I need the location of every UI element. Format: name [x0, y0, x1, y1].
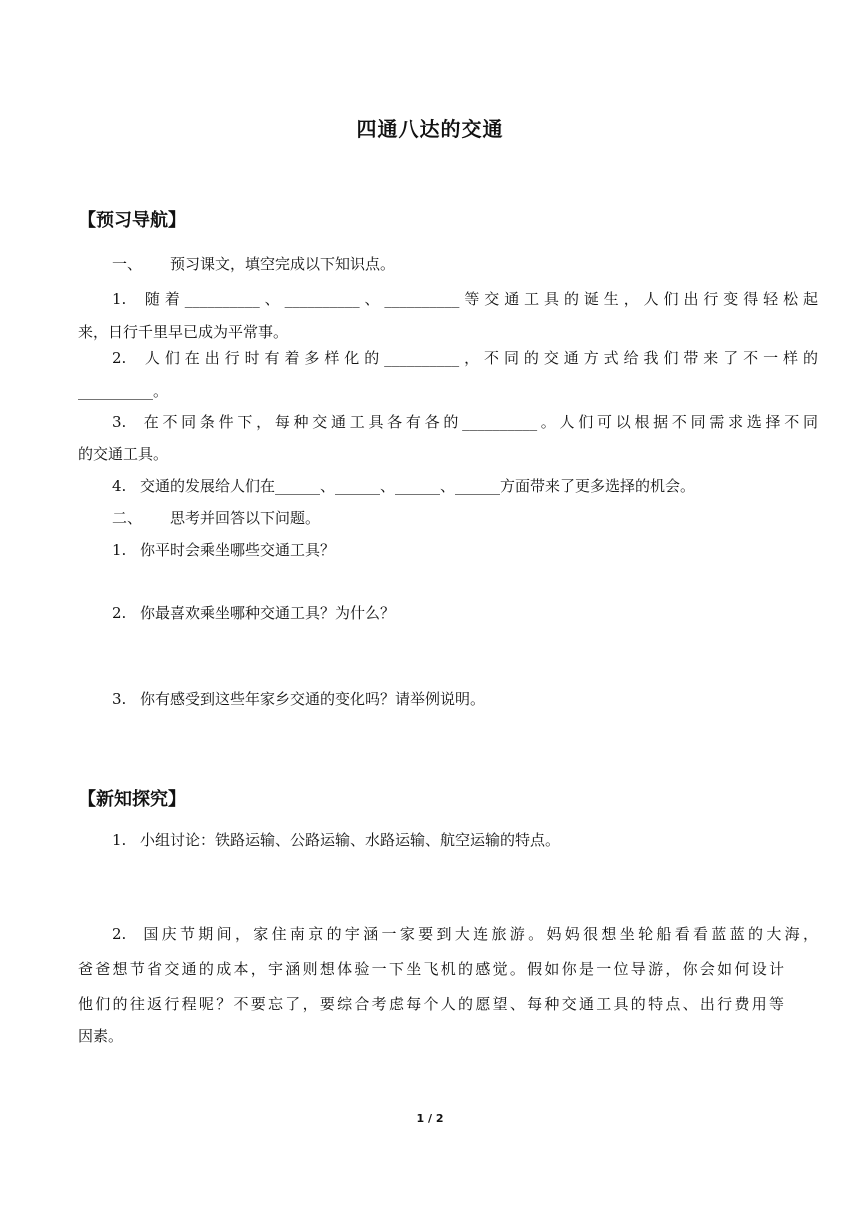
part1-number: 一、: [112, 255, 143, 273]
fill-item-4-line1: 交通的发展给人们在______、______、______、______方面带来了更多选择的机会。: [140, 477, 696, 495]
explore-item-2-line4: 因素。: [78, 1027, 124, 1045]
item-number: 1.: [112, 290, 127, 308]
question-item-3: [78, 682, 818, 716]
explore-item-text: 小组讨论：铁路运输、公路运输、水路运输、航空运输的特点。: [140, 831, 561, 849]
question-text: 你平时会乘坐哪些交通工具？: [140, 541, 336, 559]
fill-item-1-line1: 随着__________、__________、__________等交通工具的诞生，人们出行变得轻松起: [140, 290, 818, 308]
question-text: 你有感受到这些年家乡交通的变化吗？请举例说明。: [140, 690, 486, 708]
explore-item-2: [78, 917, 818, 951]
part2-number: 二、: [112, 509, 143, 527]
item-number: 4.: [112, 477, 127, 495]
fill-item-2-line2: __________。: [78, 382, 169, 400]
question-item-1: [78, 533, 818, 567]
item-number: 2.: [112, 349, 127, 367]
fill-item-3-line2: 的交通工具。: [78, 445, 169, 463]
fill-item-2: [78, 341, 818, 375]
explore-item-1: [78, 823, 818, 857]
explore-item-2-line3: 他们的往返行程呢？不要忘了，要综合考虑每个人的愿望、每种交通工具的特点、出行费用等: [78, 995, 784, 1013]
fill-item-4: [78, 469, 818, 503]
item-number: 1.: [112, 541, 127, 559]
item-number: 2.: [112, 925, 127, 943]
explore-item-2-line1: 国庆节期间，家住南京的宇涵一家要到大连旅游。妈妈很想坐轮船看看蓝蓝的大海，: [140, 925, 818, 943]
fill-item-1: [78, 282, 818, 316]
fill-item-2-line1: 人们在出行时有着多样化的__________，不同的交通方式给我们带来了不一样的: [140, 349, 818, 367]
question-item-2: [78, 596, 818, 630]
item-number: 2.: [112, 604, 127, 622]
section-heading-preview: 【预习导航】: [78, 210, 186, 231]
item-number: 3.: [112, 690, 127, 708]
part1-text: 预习课文，填空完成以下知识点。: [170, 255, 396, 273]
part2-instruction: [78, 501, 818, 535]
part2-text: 思考并回答以下问题。: [170, 509, 321, 527]
fill-item-1-line2: 来，日行千里早已成为平常事。: [78, 323, 289, 341]
question-text: 你最喜欢乘坐哪种交通工具？为什么？: [140, 604, 396, 622]
page-title: 四通八达的交通: [356, 117, 504, 141]
explore-item-2-line2: 爸爸想节省交通的成本，宇涵则想体验一下坐飞机的感觉。假如你是一位导游，你会如何设计: [78, 960, 784, 978]
section-heading-explore: 【新知探究】: [78, 789, 186, 810]
fill-item-3: [78, 405, 818, 439]
fill-item-3-line1: 在不同条件下，每种交通工具各有各的__________。人们可以根据不同需求选择不同: [140, 413, 818, 431]
item-number: 3.: [112, 413, 127, 431]
item-number: 1.: [112, 831, 127, 849]
page-number: 1 / 2: [416, 1112, 444, 1125]
part1-instruction: [78, 247, 818, 281]
